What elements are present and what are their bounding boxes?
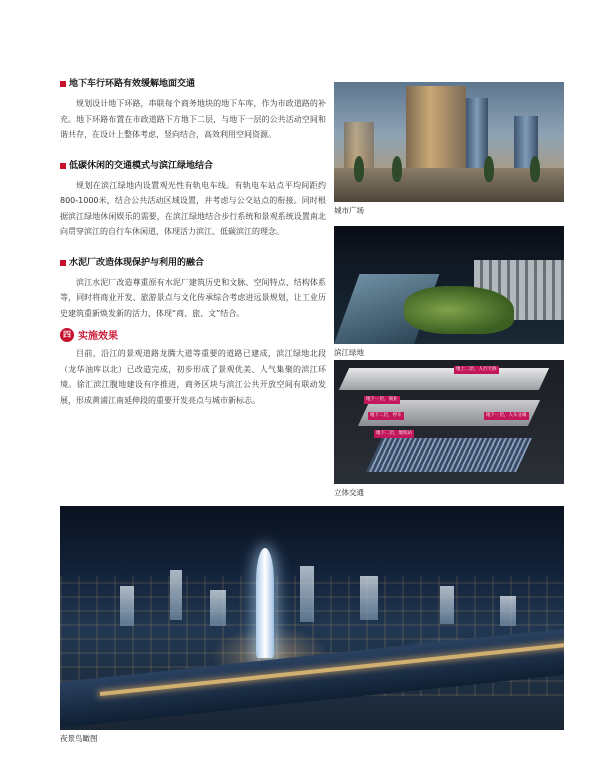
section-cement-factory (60, 257, 326, 322)
chapter-number-badge: 四 (60, 328, 74, 342)
photo-3d-traffic (334, 360, 564, 484)
diagram-label: 地下一层，商业 (366, 397, 398, 402)
text-column (60, 78, 326, 408)
diagram-label: 地下二层，地铁站 (376, 431, 412, 436)
photo-caption: 滨江绿地 (334, 348, 364, 357)
photo-caption: 城市广场 (334, 206, 364, 215)
section-underground-loop (60, 78, 326, 143)
photo-caption: 夜景鸟瞰图 (60, 734, 98, 743)
diagram-label: 地上二层，人行天桥 (456, 367, 497, 372)
section-body: 规划设计地下环路，串联每个商务地块的地下车库，作为市政道路的补充。地下环路布置在市政道路下方地下二层，与地下一层的公共活动空间和谐共存，在设计上整体考虑，竖向结合，高效利用空间资源。 (60, 99, 326, 139)
section-low-carbon (60, 160, 326, 240)
diagram-label: 地下二层，停车 (370, 413, 402, 418)
section-marker-icon (60, 260, 66, 266)
diagram-label: 地下一层，人车分离 (486, 413, 527, 418)
photo-aerial-night-view (60, 506, 564, 730)
section-implementation (60, 327, 326, 408)
photo-riverside-green (334, 226, 564, 344)
photo-caption: 立体交通 (334, 488, 364, 497)
photo-city-plaza (334, 82, 564, 202)
chapter-title: 实施效果 (78, 331, 118, 342)
section-title: 低碳休闲的交通模式与滨江绿地结合 (69, 160, 214, 171)
section-marker-icon (60, 81, 66, 87)
chapter-body: 目前，沿江的景观道路龙腾大道等重要的道路已建成，滨江绿地北段（龙华油库以北）已改造完成，初步形成了景观优美、人气集聚的滨江环境。徐汇滨江腹地建设有序推进，商务区块与滨江公共开放空间有联动发展，形成黄浦江南延伸段的重要开发亮点与城市新标志。 (60, 349, 326, 405)
section-title: 地下车行环路有效缓解地面交通 (69, 79, 196, 89)
section-body: 规划在滨江绿地内设置观光性有轨电车线。有轨电车站点平均间距约800-1000米，结合公共活动区域设置，并考虑与公交站点的衔接。同时根据滨江绿地休闲娱乐的需要，在滨江绿地结合步行系统和景观系统设置南北向贯穿滨江的自行车休闲道，体现活力滨江、低碳滨江的理念。 (60, 180, 326, 236)
section-marker-icon (60, 163, 66, 169)
section-title: 水泥厂改造体现保护与利用的融合 (69, 257, 205, 268)
section-body: 滨江水泥厂改造尊重原有水泥厂建筑历史和文脉、空间特点、结构体系等，同时将商业开发、旅游景点与文化传承综合考虑进远景规划，让工业历史建筑重新焕发新的活力，体现“商、旅、文”结合。 (60, 277, 326, 318)
